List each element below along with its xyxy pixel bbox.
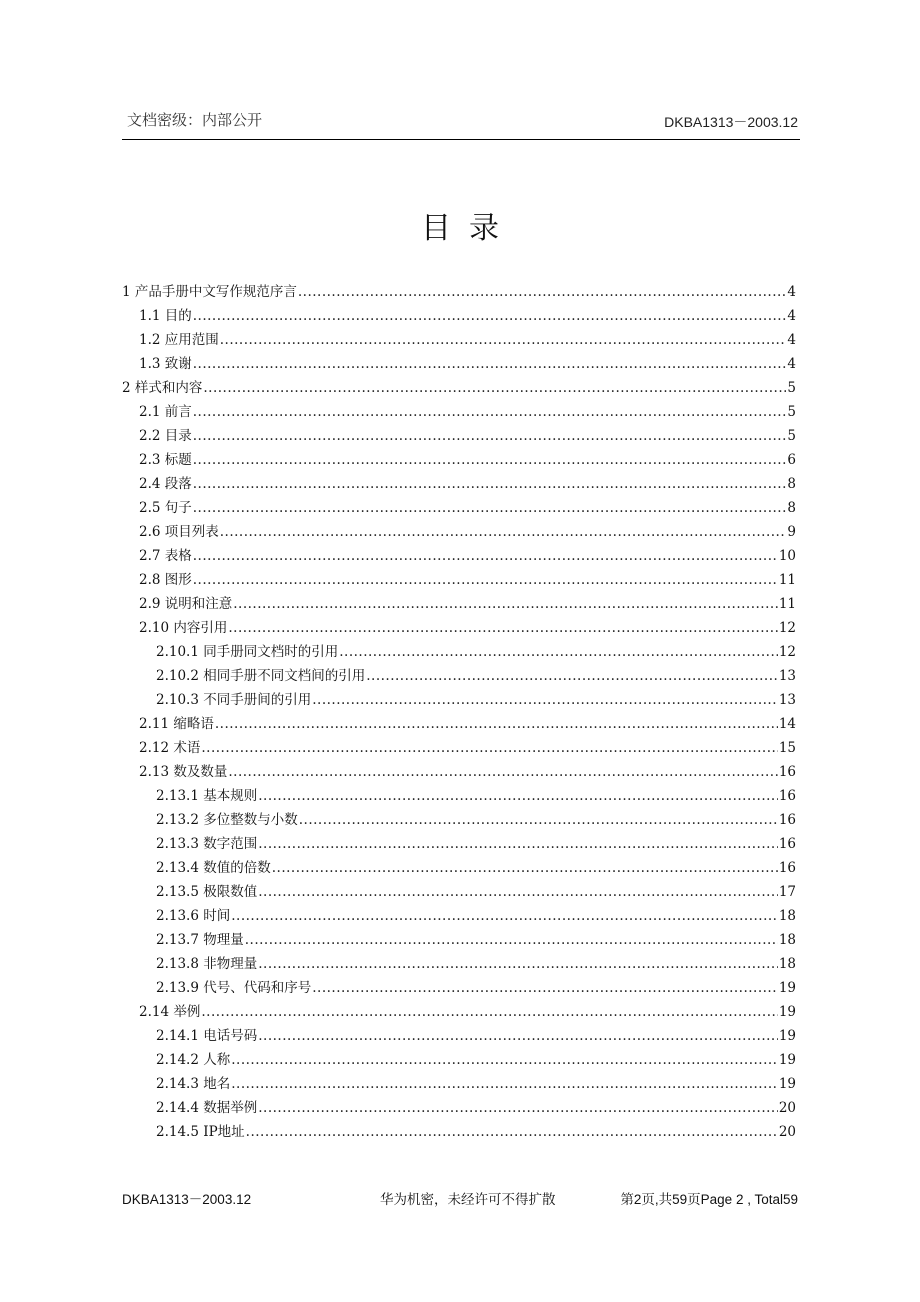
toc-entry-page: 19 <box>778 1028 796 1044</box>
toc-entry-label: 2.10 内容引用 <box>139 620 228 636</box>
toc-entry-page: 19 <box>778 980 796 996</box>
toc-entry-page: 12 <box>778 644 796 660</box>
toc-entry[interactable] <box>122 1116 796 1140</box>
toc-leader-dots <box>298 284 787 300</box>
toc-entry-label: 2.10.1 同手册同文档时的引用 <box>156 644 339 660</box>
page-title: 目录 <box>421 211 517 246</box>
toc-leader-dots <box>231 1076 778 1092</box>
toc-leader-dots <box>233 596 778 612</box>
toc-entry[interactable] <box>122 492 796 516</box>
toc-leader-dots <box>258 1028 778 1044</box>
toc-leader-dots <box>220 332 787 348</box>
toc-entry[interactable] <box>122 324 796 348</box>
table-of-contents <box>122 276 796 1140</box>
toc-entry-page: 5 <box>787 404 796 420</box>
toc-entry[interactable] <box>122 780 796 804</box>
toc-entry-page: 19 <box>778 1076 796 1092</box>
toc-entry[interactable] <box>122 828 796 852</box>
toc-entry-page: 5 <box>787 428 796 444</box>
toc-entry-label: 2.2 目录 <box>139 428 192 444</box>
toc-leader-dots <box>215 716 778 732</box>
toc-entry[interactable] <box>122 660 796 684</box>
toc-entry-page: 5 <box>787 380 796 396</box>
toc-entry-label: 1.3 致谢 <box>139 356 192 372</box>
toc-leader-dots <box>245 932 778 948</box>
toc-entry-label: 2 样式和内容 <box>122 380 203 396</box>
toc-leader-dots <box>258 788 778 804</box>
footer-page-number: 第2页,共59页Page 2 , Total59 <box>620 1192 798 1207</box>
toc-leader-dots <box>203 380 786 396</box>
toc-entry[interactable] <box>122 1092 796 1116</box>
toc-entry-page: 18 <box>778 932 796 948</box>
toc-entry[interactable] <box>122 420 796 444</box>
toc-entry-page: 8 <box>787 500 796 516</box>
footer-confidential-notice: 华为机密，未经许可不得扩散 <box>380 1192 556 1208</box>
toc-leader-dots <box>339 644 778 660</box>
toc-leader-dots <box>228 620 777 636</box>
toc-entry[interactable] <box>122 1068 796 1092</box>
toc-entry[interactable] <box>122 1044 796 1068</box>
toc-entry-label: 2.1 前言 <box>139 404 192 420</box>
toc-entry-label: 2.13.3 数字范围 <box>156 836 258 852</box>
toc-entry-page: 19 <box>778 1052 796 1068</box>
toc-entry-label: 2.14.4 数据举例 <box>156 1100 258 1116</box>
toc-entry[interactable] <box>122 516 796 540</box>
toc-entry-label: 2.6 项目列表 <box>139 524 219 540</box>
toc-leader-dots <box>193 548 778 564</box>
toc-entry-page: 4 <box>787 332 796 348</box>
toc-leader-dots <box>201 740 777 756</box>
toc-entry-label: 2.3 标题 <box>139 452 192 468</box>
toc-leader-dots <box>258 836 778 852</box>
toc-entry-page: 16 <box>778 860 796 876</box>
toc-entry[interactable] <box>122 852 796 876</box>
toc-entry-page: 14 <box>778 716 796 732</box>
toc-entry-page: 17 <box>778 884 796 900</box>
header-doc-id: DKBA1313－2003.12 <box>664 114 798 130</box>
toc-entry-label: 2.9 说明和注意 <box>139 596 233 612</box>
toc-entry-page: 19 <box>778 1004 796 1020</box>
toc-entry[interactable] <box>122 444 796 468</box>
toc-entry-label: 2.13.1 基本规则 <box>156 788 258 804</box>
toc-entry-page: 18 <box>778 908 796 924</box>
toc-entry-label: 2.8 图形 <box>139 572 192 588</box>
toc-leader-dots <box>312 692 778 708</box>
toc-entry[interactable] <box>122 348 796 372</box>
toc-leader-dots <box>193 404 787 420</box>
toc-leader-dots <box>228 764 777 780</box>
toc-leader-dots <box>366 668 778 684</box>
toc-entry-label: 2.14.2 人称 <box>156 1052 231 1068</box>
toc-leader-dots <box>193 500 787 516</box>
toc-entry-page: 15 <box>778 740 796 756</box>
toc-entry-page: 13 <box>778 692 796 708</box>
toc-entry-label: 2.13.2 多位整数与小数 <box>156 812 298 828</box>
toc-leader-dots <box>246 1124 778 1140</box>
toc-leader-dots <box>312 980 778 996</box>
toc-entry-page: 6 <box>787 452 796 468</box>
toc-entry[interactable] <box>122 612 796 636</box>
toc-entry-label: 2.4 段落 <box>139 476 192 492</box>
toc-entry[interactable] <box>122 972 796 996</box>
toc-entry[interactable] <box>122 372 796 396</box>
toc-entry[interactable] <box>122 588 796 612</box>
toc-leader-dots <box>220 524 787 540</box>
toc-entry[interactable] <box>122 732 796 756</box>
toc-entry[interactable] <box>122 924 796 948</box>
toc-entry-label: 1 产品手册中文写作规范序言 <box>122 284 297 300</box>
toc-entry-label: 2.13.8 非物理量 <box>156 956 258 972</box>
toc-entry-label: 2.13.7 物理量 <box>156 932 244 948</box>
toc-leader-dots <box>272 860 778 876</box>
toc-entry-page: 10 <box>778 548 796 564</box>
toc-entry[interactable] <box>122 1020 796 1044</box>
toc-entry[interactable] <box>122 948 796 972</box>
toc-leader-dots <box>231 1052 778 1068</box>
toc-leader-dots <box>231 908 778 924</box>
toc-entry[interactable] <box>122 468 796 492</box>
toc-entry[interactable] <box>122 756 796 780</box>
toc-entry[interactable] <box>122 540 796 564</box>
toc-entry-page: 16 <box>778 812 796 828</box>
toc-entry[interactable] <box>122 300 796 324</box>
toc-entry-page: 16 <box>778 764 796 780</box>
toc-leader-dots <box>258 1100 778 1116</box>
toc-entry[interactable] <box>122 996 796 1020</box>
toc-entry-label: 2.10.3 不同手册间的引用 <box>156 692 312 708</box>
toc-entry-page: 8 <box>787 476 796 492</box>
toc-entry-page: 4 <box>787 284 796 300</box>
toc-entry-label: 2.10.2 相同手册不同文档间的引用 <box>156 668 366 684</box>
toc-leader-dots <box>193 476 787 492</box>
toc-entry-page: 11 <box>778 596 796 612</box>
toc-leader-dots <box>299 812 778 828</box>
toc-entry-label: 2.12 术语 <box>139 740 201 756</box>
toc-leader-dots <box>193 452 787 468</box>
toc-entry-page: 4 <box>787 356 796 372</box>
toc-leader-dots <box>201 1004 777 1020</box>
toc-entry-page: 16 <box>778 788 796 804</box>
toc-entry-label: 2.13.9 代号、代码和序号 <box>156 980 312 996</box>
toc-entry[interactable] <box>122 684 796 708</box>
toc-entry-label: 2.14 举例 <box>139 1004 201 1020</box>
toc-entry[interactable] <box>122 900 796 924</box>
toc-entry[interactable] <box>122 708 796 732</box>
toc-entry-label: 2.11 缩略语 <box>139 716 214 732</box>
toc-entry-label: 2.13.4 数值的倍数 <box>156 860 271 876</box>
toc-entry-label: 2.14.5 IP地址 <box>156 1124 245 1140</box>
toc-entry-page: 11 <box>778 572 796 588</box>
toc-entry-label: 1.2 应用范围 <box>139 332 219 348</box>
toc-leader-dots <box>193 356 787 372</box>
toc-entry-page: 16 <box>778 836 796 852</box>
toc-entry-page: 9 <box>787 524 796 540</box>
toc-entry-label: 2.13 数及数量 <box>139 764 228 780</box>
toc-entry-page: 20 <box>778 1100 796 1116</box>
toc-entry[interactable] <box>122 636 796 660</box>
toc-entry-page: 13 <box>778 668 796 684</box>
toc-entry[interactable] <box>122 276 796 300</box>
toc-entry[interactable] <box>122 564 796 588</box>
toc-leader-dots <box>258 956 778 972</box>
toc-leader-dots <box>193 308 787 324</box>
toc-entry-label: 2.13.5 极限数值 <box>156 884 258 900</box>
toc-entry-label: 1.1 目的 <box>139 308 192 324</box>
toc-entry-page: 4 <box>787 308 796 324</box>
toc-entry-label: 2.7 表格 <box>139 548 192 564</box>
toc-leader-dots <box>193 572 778 588</box>
header-divider <box>122 139 800 140</box>
toc-entry-page: 18 <box>778 956 796 972</box>
toc-entry[interactable] <box>122 804 796 828</box>
toc-entry[interactable] <box>122 876 796 900</box>
toc-entry-label: 2.13.6 时间 <box>156 908 231 924</box>
toc-leader-dots <box>193 428 787 444</box>
header-security-level: 文档密级：内部公开 <box>127 111 263 129</box>
footer-doc-id: DKBA1313－2003.12 <box>122 1192 252 1207</box>
toc-entry-page: 12 <box>778 620 796 636</box>
toc-entry-page: 20 <box>778 1124 796 1140</box>
toc-entry-label: 2.14.1 电话号码 <box>156 1028 258 1044</box>
toc-entry-label: 2.14.3 地名 <box>156 1076 231 1092</box>
toc-entry-label: 2.5 句子 <box>139 500 192 516</box>
toc-entry[interactable] <box>122 396 796 420</box>
toc-leader-dots <box>258 884 778 900</box>
